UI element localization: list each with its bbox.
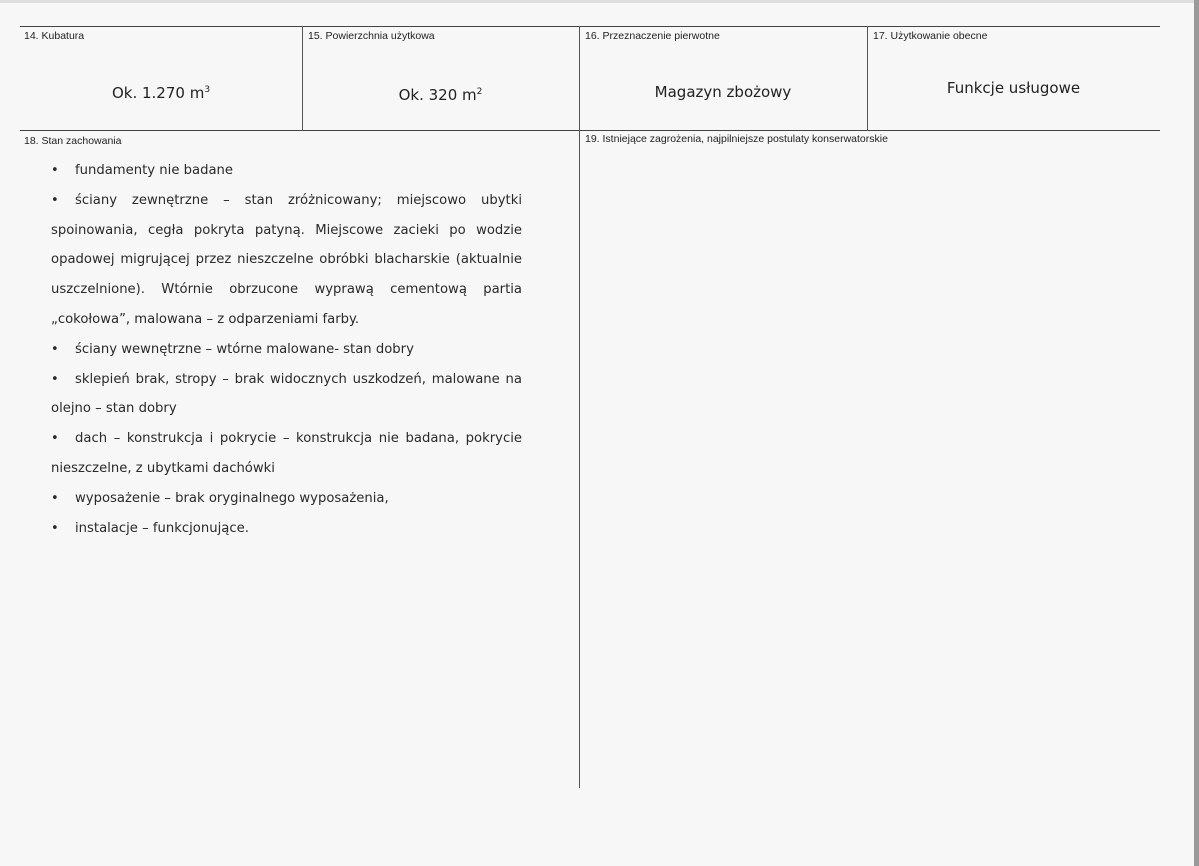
bullet-icon: • [51, 520, 59, 536]
przeznaczenie-value: Magazyn zbożowy [654, 83, 792, 101]
uzytkowanie-value: Funkcje usługowe [946, 79, 1081, 97]
list-item [51, 424, 522, 484]
list-item [51, 335, 522, 365]
list-item-text: ściany zewnętrzne – stan zróżnicowany; miejscowo ubytki spoinowania, cegła pokryta patyną. Miejscowe zacieki po wodzie opadowej migrującej przez nieszczelne obróbki blacharskie (aktualnie uszczelnione). Wtórnie obrzucone wyprawą cementową partia „cokołowa”, malowana – z odparzeniami farby. [51, 192, 522, 327]
list-item-text: fundamenty nie badane [75, 163, 233, 178]
table-row-divider [20, 130, 1160, 131]
kubatura-unit-exponent: 3 [204, 85, 211, 95]
list-item-text: instalacje – funkcjonujące. [75, 520, 249, 536]
bullet-icon: • [51, 371, 59, 387]
stan-zachowania-list [51, 156, 522, 543]
bullet-icon: • [51, 490, 59, 506]
list-item [51, 186, 522, 335]
powierzchnia-value-text: Ok. 320 m [398, 86, 477, 104]
uzytkowanie-label: 17. Użytkowanie obecne [873, 30, 988, 42]
list-item-text: sklepień brak, stropy – brak widocznych uszkodzeń, malowane na olejno – stan dobry [51, 371, 522, 417]
przeznaczenie-label: 16. Przeznaczenie pierwotne [585, 30, 720, 42]
bullet-icon: • [51, 192, 59, 208]
list-item-text: wyposażenie – brak oryginalnego wyposażenia, [75, 490, 389, 506]
list-item-text: dach – konstrukcja i pokrycie – konstrukcja nie badana, pokrycie nieszczelne, z ubytkami dachówki [51, 431, 522, 476]
kubatura-label: 14. Kubatura [24, 30, 85, 42]
zagrozenia-label: 19. Istniejące zagrożenia, najpilniejsze postulaty konserwatorskie [585, 133, 888, 145]
stan-zachowania-label: 18. Stan zachowania [24, 135, 122, 147]
list-item [51, 484, 522, 514]
column-divider-1 [302, 26, 303, 131]
table-top-border [20, 26, 1160, 27]
list-item [51, 156, 522, 186]
list-item [51, 514, 522, 544]
powierzchnia-unit-exponent: 2 [476, 87, 483, 97]
bullet-icon: • [51, 163, 59, 178]
list-item-text: ściany wewnętrzne – wtórne malowane- stan dobry [75, 341, 414, 357]
scan-edge-right [1194, 0, 1199, 866]
powierzchnia-value [302, 86, 579, 104]
column-divider-2 [579, 26, 580, 788]
kubatura-value [20, 84, 302, 102]
bullet-icon: • [51, 341, 59, 357]
kubatura-value-text: Ok. 1.270 m [111, 84, 205, 102]
powierzchnia-label: 15. Powierzchnia użytkowa [308, 30, 435, 42]
list-item [51, 365, 522, 425]
bullet-icon: • [51, 431, 59, 447]
scan-edge-top [0, 0, 1199, 3]
